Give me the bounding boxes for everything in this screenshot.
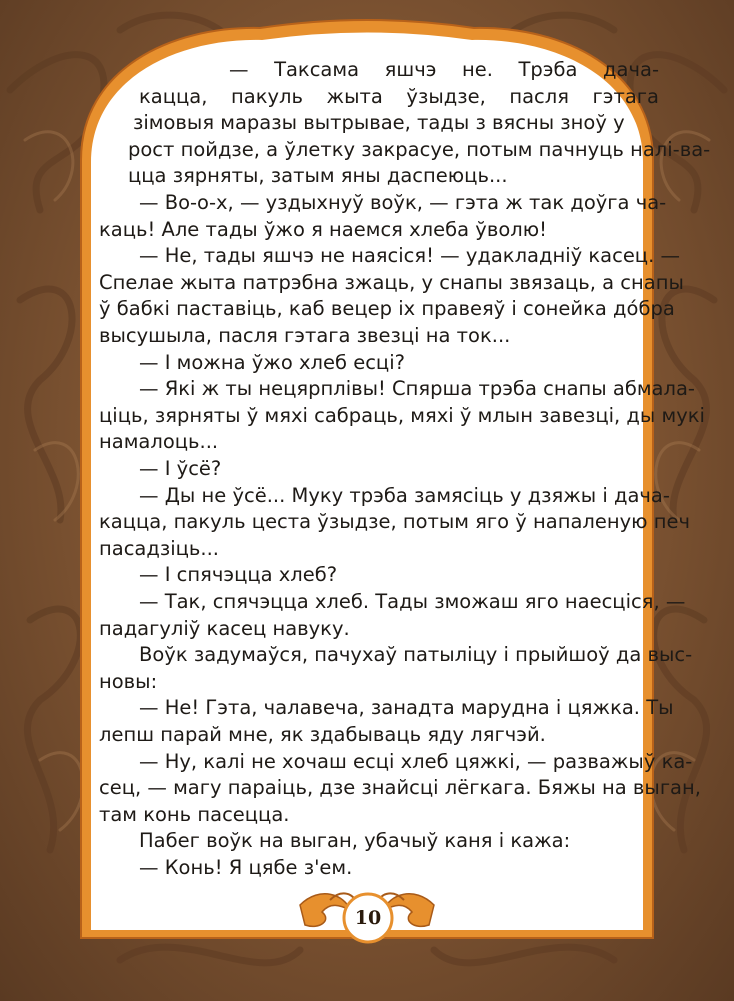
text-line: — Які ж ты нецярплівы! Спярша трэба снапы абмала- — [139, 377, 695, 401]
text-line: — Не, тады яшчэ не наясіся! — удакладніў касец. — — [139, 244, 680, 268]
text-line: ціць, зярняты ў мяхі сабраць, мяхі ў млын завезці, ды мукі — [99, 403, 705, 427]
text-line: высушыла, пасля гэтага звезці на ток... — [99, 324, 511, 347]
text-line: Пабег воўк на выган, убачыў каня і кажа: — [139, 829, 571, 853]
text-line: падагуліў касец навуку. — [99, 616, 350, 640]
text-line: — І спячэцца хлеб? — [139, 563, 338, 587]
text-line: — І ўсё? — [139, 457, 222, 480]
text-line: — Так, спячэцца хлеб. Тады зможаш яго наесціся, — — [139, 590, 686, 613]
text-line: цца зярняты, затым яны даспеюць... — [128, 164, 508, 188]
text-line: — І можна ўжо хлеб есці? — [139, 350, 405, 374]
text-line: Воўк задумаўся, пачухаў патыліцу і прыйшоў да выс- — [139, 643, 693, 667]
text-line: — Таксама яшчэ не. Трэба дача- — [229, 58, 659, 81]
text-line: Спелае жыта патрэбна зжаць, у снапы звязаць, а снапы — [99, 270, 684, 294]
text-line: каць! Але тады ўжо я наемся хлеба ўволю! — [99, 217, 547, 241]
text-line: кацца, пакуль цеста ўзыдзе, потым яго ў напаленую печ — [99, 510, 691, 534]
text-line: там конь пасецца. — [99, 802, 290, 826]
text-line: намалоць... — [99, 430, 219, 454]
text-line: — Во-о-х, — уздыхнуў воўк, — гэта ж так доўга ча- — [139, 191, 667, 214]
text-line: — Ды не ўсё... Муку трэба замясіць у дзяжы і дача- — [139, 483, 670, 507]
text-line: — Ну, калі не хочаш есці хлеб цяжкі, — разважыў ка- — [139, 749, 693, 773]
text-line: рост пойдзе, а ўлетку закрасуе, потым пачнуць налі-ва- — [128, 137, 711, 161]
text-line: зімовыя маразы вытрывае, тады з вясны зноў у — [133, 111, 625, 135]
page-number: 10 — [354, 907, 382, 929]
text-line: новы: — [99, 669, 158, 693]
text-line: сец, — магу параіць, дзе знайсці лёгкага. Бяжы на выган, — [99, 776, 701, 800]
text-line: лепш парай мне, як здабываць яду лягчэй. — [99, 723, 546, 746]
text-line: — Не! Гэта, чалавеча, занадта марудна і цяжка. Ты — [139, 696, 674, 720]
text-line: — Конь! Я цябе з'ем. — [139, 856, 353, 879]
text-line: пасадзіць... — [99, 536, 219, 560]
text-line: ў бабкі паставіць, каб вецер іх правеяў і сонейка до́бра — [99, 297, 675, 321]
story-text — [99, 55, 711, 905]
text-line: кацца, пакуль жыта ўзыдзе, пасля гэтага — [139, 84, 659, 108]
